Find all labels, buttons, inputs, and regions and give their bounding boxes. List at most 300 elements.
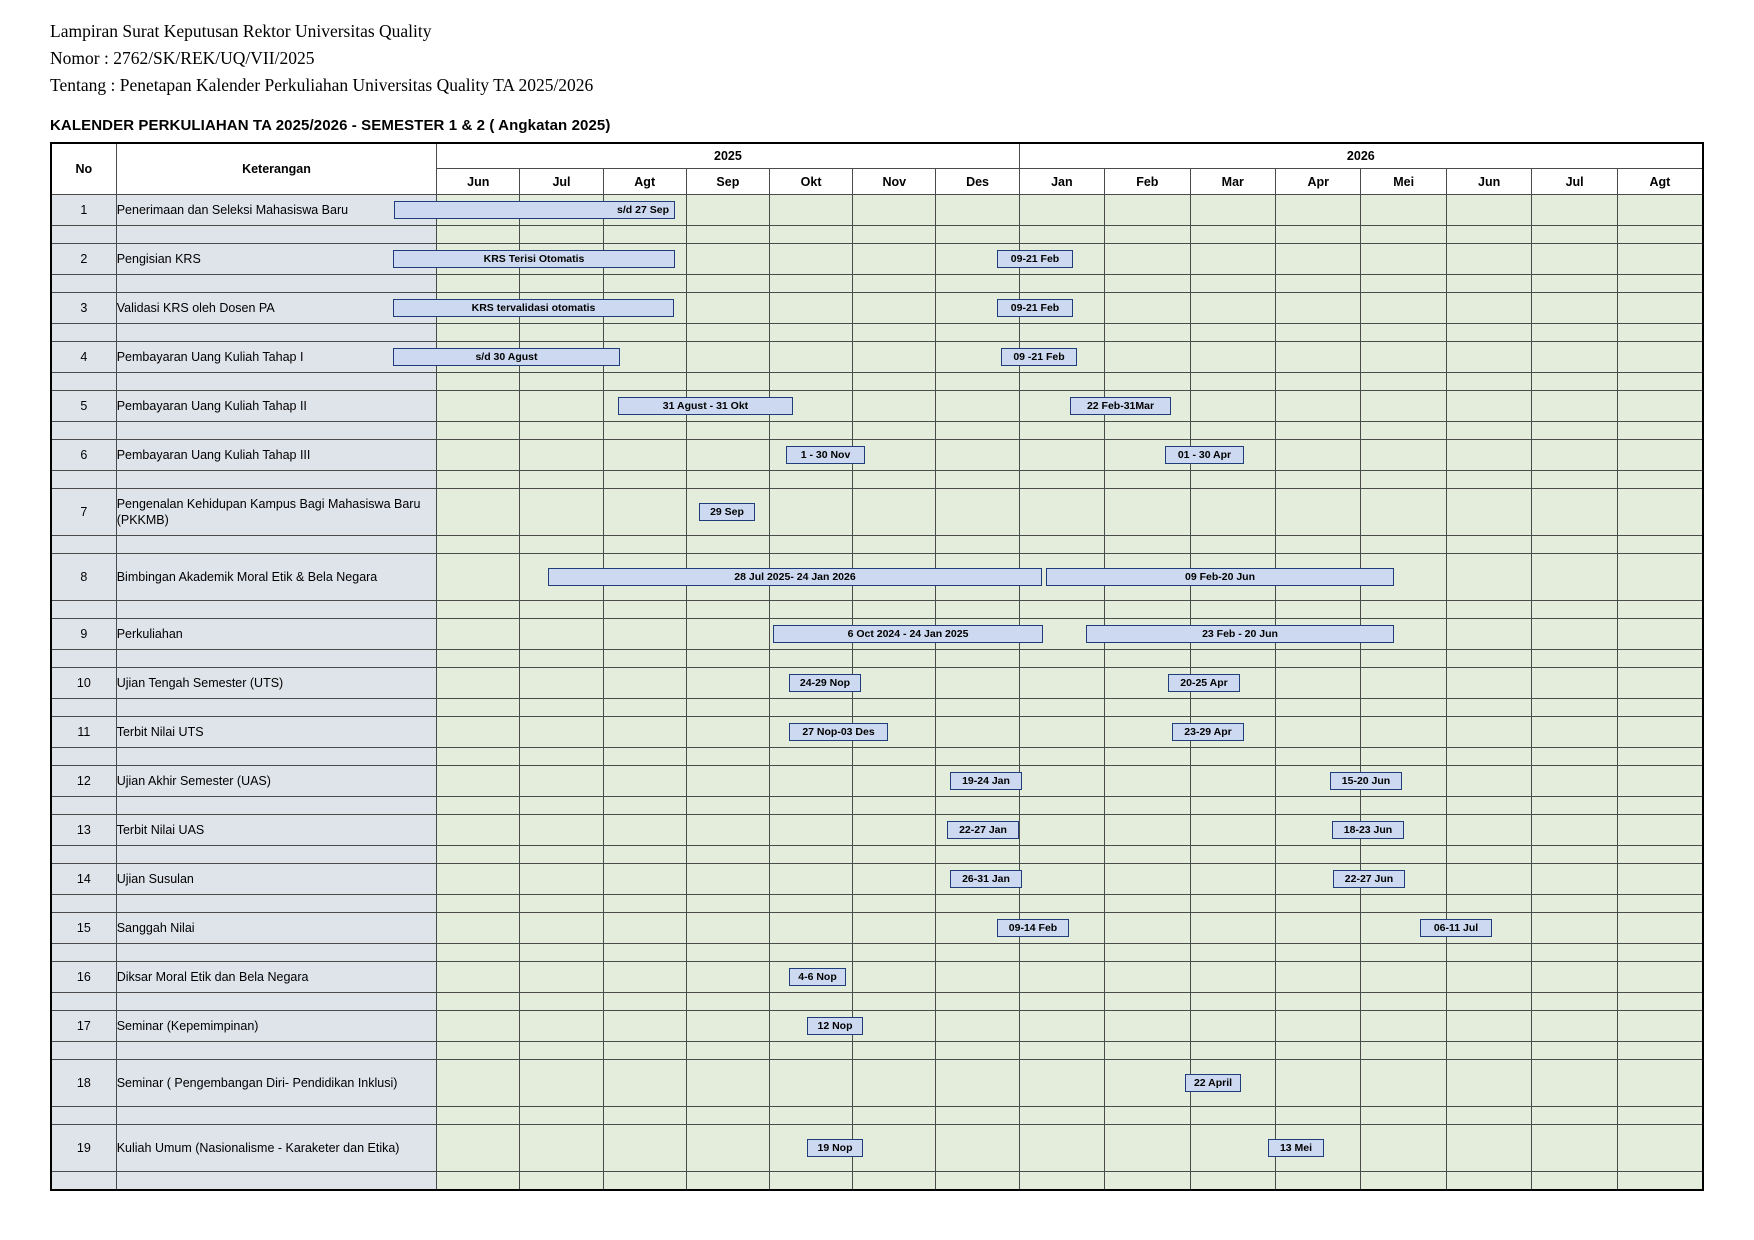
month-cell[interactable]	[1361, 293, 1446, 324]
schedule-bar[interactable]: 23-29 Apr	[1172, 723, 1244, 741]
month-cell[interactable]	[686, 1125, 769, 1172]
month-cell[interactable]	[1617, 1011, 1703, 1042]
schedule-bar[interactable]: KRS Terisi Otomatis	[393, 250, 675, 268]
month-cell[interactable]	[1532, 391, 1617, 422]
month-cell[interactable]	[1446, 342, 1531, 373]
month-cell[interactable]	[936, 489, 1019, 536]
schedule-bar[interactable]: 09-14 Feb	[997, 919, 1069, 937]
schedule-bar[interactable]: KRS tervalidasi otomatis	[393, 299, 674, 317]
month-cell[interactable]	[936, 668, 1019, 699]
month-cell[interactable]	[853, 489, 936, 536]
month-cell[interactable]	[770, 864, 853, 895]
schedule-bar[interactable]: s/d 27 Sep	[394, 201, 675, 219]
month-cell[interactable]	[1190, 815, 1275, 846]
month-cell[interactable]	[1617, 391, 1703, 422]
month-cell[interactable]	[437, 1060, 520, 1107]
spacer-cell	[1276, 699, 1361, 717]
month-cell[interactable]	[853, 195, 936, 226]
month-cell[interactable]	[686, 815, 769, 846]
month-cell[interactable]	[1617, 293, 1703, 324]
spacer-cell	[1276, 846, 1361, 864]
month-cell[interactable]	[437, 440, 520, 471]
spacer-cell	[1019, 1107, 1104, 1125]
month-cell[interactable]	[1190, 1125, 1275, 1172]
letterhead	[50, 18, 1704, 99]
month-cell[interactable]	[853, 293, 936, 324]
month-cell[interactable]	[1361, 717, 1446, 748]
month-cell[interactable]	[1361, 1011, 1446, 1042]
schedule-bar[interactable]: 18-23 Jun	[1332, 821, 1404, 839]
spacer-cell	[1276, 601, 1361, 619]
month-cell[interactable]	[1361, 342, 1446, 373]
month-cell[interactable]	[520, 668, 603, 699]
spacer-cell	[853, 601, 936, 619]
month-cell[interactable]	[936, 1125, 1019, 1172]
month-cell[interactable]	[1532, 244, 1617, 275]
month-cell[interactable]	[1190, 962, 1275, 993]
month-cell[interactable]	[1105, 766, 1190, 797]
month-cell[interactable]	[603, 864, 686, 895]
month-cell[interactable]	[1190, 913, 1275, 944]
month-cell[interactable]	[1105, 1011, 1190, 1042]
month-cell[interactable]	[1532, 668, 1617, 699]
month-cell[interactable]	[1019, 864, 1104, 895]
month-cell[interactable]	[1532, 815, 1617, 846]
row-description: Pembayaran Uang Kuliah Tahap II	[116, 391, 436, 422]
month-cell[interactable]	[1532, 864, 1617, 895]
schedule-bar[interactable]: 09 Feb-20 Jun	[1046, 568, 1394, 586]
month-cell[interactable]	[1446, 619, 1531, 650]
month-cell[interactable]	[1276, 342, 1361, 373]
month-cell[interactable]	[770, 1060, 853, 1107]
month-cell[interactable]	[686, 619, 769, 650]
month-cell[interactable]	[1105, 489, 1190, 536]
month-cell[interactable]	[1276, 668, 1361, 699]
month-cell[interactable]	[1446, 440, 1531, 471]
month-cell[interactable]	[1105, 244, 1190, 275]
month-cell[interactable]	[853, 864, 936, 895]
month-cell[interactable]	[853, 1125, 936, 1172]
schedule-bar[interactable]: 13 Mei	[1268, 1139, 1324, 1157]
month-cell[interactable]	[853, 668, 936, 699]
month-cell[interactable]	[853, 766, 936, 797]
month-cell[interactable]	[520, 962, 603, 993]
schedule-bar[interactable]: 01 - 30 Apr	[1165, 446, 1244, 464]
month-cell[interactable]	[853, 244, 936, 275]
month-cell[interactable]	[1617, 440, 1703, 471]
month-cell[interactable]	[437, 815, 520, 846]
spacer-cell	[1019, 1042, 1104, 1060]
month-cell[interactable]	[853, 1060, 936, 1107]
month-cell[interactable]	[853, 391, 936, 422]
month-cell[interactable]	[437, 554, 520, 601]
month-cell[interactable]	[686, 668, 769, 699]
month-cell[interactable]	[770, 489, 853, 536]
month-cell[interactable]	[603, 717, 686, 748]
spacer-cell	[1019, 895, 1104, 913]
table-row[interactable]	[51, 1011, 1703, 1042]
month-cell[interactable]	[603, 489, 686, 536]
month-cell[interactable]	[686, 1060, 769, 1107]
row-spacer	[51, 536, 1703, 554]
month-cell[interactable]	[1617, 619, 1703, 650]
schedule-bar[interactable]: 19-24 Jan	[950, 772, 1022, 790]
month-cell[interactable]	[1617, 342, 1703, 373]
month-cell[interactable]	[686, 913, 769, 944]
month-cell[interactable]	[1617, 815, 1703, 846]
month-cell[interactable]	[1276, 440, 1361, 471]
spacer-cell	[936, 275, 1019, 293]
month-cell[interactable]	[936, 195, 1019, 226]
spacer-cell	[116, 699, 436, 717]
month-cell[interactable]	[936, 962, 1019, 993]
month-cell[interactable]	[1617, 195, 1703, 226]
spacer-cell	[686, 601, 769, 619]
month-cell[interactable]	[686, 766, 769, 797]
month-cell[interactable]	[1532, 489, 1617, 536]
month-cell[interactable]	[603, 1060, 686, 1107]
month-cell[interactable]	[520, 1011, 603, 1042]
table-row[interactable]	[51, 244, 1703, 275]
month-cell[interactable]	[1532, 1011, 1617, 1042]
schedule-bar[interactable]: 19 Nop	[807, 1139, 863, 1157]
schedule-bar[interactable]: 24-29 Nop	[789, 674, 861, 692]
spacer-cell	[770, 275, 853, 293]
month-cell[interactable]	[520, 489, 603, 536]
month-cell[interactable]	[1105, 293, 1190, 324]
schedule-bar[interactable]: 22-27 Jun	[1333, 870, 1405, 888]
month-cell[interactable]	[1617, 766, 1703, 797]
month-cell[interactable]	[686, 293, 769, 324]
spacer-cell	[603, 846, 686, 864]
month-cell[interactable]	[437, 913, 520, 944]
spacer-cell	[1190, 373, 1275, 391]
month-cell[interactable]	[1446, 554, 1531, 601]
month-cell[interactable]	[1190, 293, 1275, 324]
month-cell[interactable]	[1361, 195, 1446, 226]
month-cell[interactable]	[1276, 717, 1361, 748]
month-cell[interactable]	[853, 342, 936, 373]
month-cell[interactable]	[1276, 962, 1361, 993]
spacer-cell	[603, 1107, 686, 1125]
month-cell[interactable]	[1105, 962, 1190, 993]
month-cell[interactable]	[1190, 391, 1275, 422]
month-cell[interactable]	[1617, 717, 1703, 748]
month-cell[interactable]	[1446, 1125, 1531, 1172]
month-cell[interactable]	[936, 717, 1019, 748]
month-cell[interactable]	[1532, 195, 1617, 226]
month-cell[interactable]	[1019, 489, 1104, 536]
month-cell[interactable]	[1190, 195, 1275, 226]
month-cell[interactable]	[770, 342, 853, 373]
month-cell[interactable]	[520, 815, 603, 846]
month-cell[interactable]	[853, 1011, 936, 1042]
month-cell[interactable]	[1276, 913, 1361, 944]
month-cell[interactable]	[1532, 440, 1617, 471]
month-cell[interactable]	[1019, 668, 1104, 699]
table-row[interactable]	[51, 668, 1703, 699]
month-cell[interactable]	[686, 342, 769, 373]
month-cell[interactable]	[1532, 554, 1617, 601]
schedule-bar[interactable]: 28 Jul 2025- 24 Jan 2026	[548, 568, 1042, 586]
month-cell[interactable]	[1446, 489, 1531, 536]
month-cell[interactable]	[1190, 342, 1275, 373]
month-cell[interactable]	[1361, 391, 1446, 422]
month-cell[interactable]	[1361, 962, 1446, 993]
month-cell[interactable]	[437, 864, 520, 895]
month-cell[interactable]	[1361, 489, 1446, 536]
month-cell[interactable]	[1446, 815, 1531, 846]
table-row[interactable]	[51, 293, 1703, 324]
table-row[interactable]	[51, 962, 1703, 993]
month-cell[interactable]	[1532, 1125, 1617, 1172]
month-cell[interactable]	[603, 962, 686, 993]
spacer-cell	[437, 422, 520, 440]
month-cell[interactable]	[437, 668, 520, 699]
spacer-cell	[686, 944, 769, 962]
month-cell[interactable]	[437, 962, 520, 993]
month-cell[interactable]	[1105, 195, 1190, 226]
month-cell[interactable]	[603, 766, 686, 797]
month-cell[interactable]	[1532, 766, 1617, 797]
month-cell[interactable]	[770, 244, 853, 275]
month-cell[interactable]	[1105, 1125, 1190, 1172]
month-cell[interactable]	[686, 717, 769, 748]
table-row[interactable]	[51, 489, 1703, 536]
table-row[interactable]	[51, 815, 1703, 846]
month-cell[interactable]	[1446, 766, 1531, 797]
month-cell[interactable]	[1617, 913, 1703, 944]
month-cell[interactable]	[1532, 619, 1617, 650]
month-cell[interactable]	[603, 1011, 686, 1042]
month-cell[interactable]	[1190, 1011, 1275, 1042]
month-cell[interactable]	[1446, 962, 1531, 993]
month-cell[interactable]	[520, 766, 603, 797]
month-cell[interactable]	[1019, 815, 1104, 846]
month-cell[interactable]	[1361, 668, 1446, 699]
month-cell[interactable]	[1105, 1060, 1190, 1107]
month-cell[interactable]	[1019, 766, 1104, 797]
month-cell[interactable]	[603, 913, 686, 944]
month-cell[interactable]	[1446, 293, 1531, 324]
table-row[interactable]	[51, 195, 1703, 226]
spacer-cell	[1617, 650, 1703, 668]
month-cell[interactable]	[603, 668, 686, 699]
spacer-cell	[437, 1107, 520, 1125]
schedule-bar[interactable]: 26-31 Jan	[950, 870, 1022, 888]
row-description: Pengenalan Kehidupan Kampus Bagi Mahasiswa Baru (PKKMB)	[116, 489, 436, 536]
month-cell[interactable]	[520, 717, 603, 748]
month-cell[interactable]	[603, 440, 686, 471]
table-row[interactable]	[51, 1060, 1703, 1107]
spacer-cell	[770, 895, 853, 913]
month-cell[interactable]	[770, 913, 853, 944]
schedule-bar[interactable]: s/d 30 Agust	[393, 348, 620, 366]
month-cell[interactable]	[1446, 864, 1531, 895]
month-cell[interactable]	[1276, 293, 1361, 324]
month-cell[interactable]	[936, 391, 1019, 422]
schedule-bar[interactable]: 06-11 Jul	[1420, 919, 1492, 937]
month-cell[interactable]	[936, 440, 1019, 471]
month-cell[interactable]	[1019, 195, 1104, 226]
schedule-bar[interactable]: 27 Nop-03 Des	[789, 723, 888, 741]
month-cell[interactable]	[1617, 864, 1703, 895]
month-cell[interactable]	[520, 1125, 603, 1172]
month-cell[interactable]	[1019, 440, 1104, 471]
month-cell[interactable]	[686, 1011, 769, 1042]
month-cell[interactable]	[1446, 1060, 1531, 1107]
schedule-bar[interactable]: 12 Nop	[807, 1017, 863, 1035]
schedule-bar[interactable]: 6 Oct 2024 - 24 Jan 2025	[773, 625, 1043, 643]
month-cell[interactable]	[1361, 1125, 1446, 1172]
month-cell[interactable]	[1190, 766, 1275, 797]
spacer-cell	[603, 226, 686, 244]
row-number: 18	[51, 1060, 116, 1107]
month-cell[interactable]	[1532, 1060, 1617, 1107]
month-cell[interactable]	[686, 195, 769, 226]
month-cell[interactable]	[437, 766, 520, 797]
month-cell[interactable]	[1105, 342, 1190, 373]
month-cell[interactable]	[1617, 554, 1703, 601]
month-cell[interactable]	[1617, 244, 1703, 275]
month-cell[interactable]	[1019, 1060, 1104, 1107]
month-cell[interactable]	[770, 293, 853, 324]
month-cell[interactable]	[1446, 717, 1531, 748]
month-cell[interactable]	[1105, 864, 1190, 895]
table-row[interactable]	[51, 391, 1703, 422]
month-cell[interactable]	[437, 1125, 520, 1172]
spacer-cell	[437, 650, 520, 668]
month-cell[interactable]	[686, 440, 769, 471]
month-cell[interactable]	[1276, 1060, 1361, 1107]
month-cell[interactable]	[1446, 668, 1531, 699]
month-cell[interactable]	[1019, 1125, 1104, 1172]
table-row[interactable]	[51, 864, 1703, 895]
month-cell[interactable]	[1532, 913, 1617, 944]
month-cell[interactable]	[1361, 440, 1446, 471]
spacer-cell	[1105, 846, 1190, 864]
month-cell[interactable]	[853, 440, 936, 471]
month-cell[interactable]	[1532, 717, 1617, 748]
month-cell[interactable]	[1105, 815, 1190, 846]
month-cell[interactable]	[686, 864, 769, 895]
month-cell[interactable]	[1617, 668, 1703, 699]
month-cell[interactable]	[1446, 195, 1531, 226]
schedule-bar[interactable]: 31 Agust - 31 Okt	[618, 397, 793, 415]
month-cell[interactable]	[1361, 244, 1446, 275]
month-cell[interactable]	[1276, 195, 1361, 226]
month-cell[interactable]	[686, 244, 769, 275]
month-cell[interactable]	[437, 1011, 520, 1042]
month-cell[interactable]	[520, 440, 603, 471]
schedule-bar[interactable]: 29 Sep	[699, 503, 755, 521]
spacer-cell	[1190, 1107, 1275, 1125]
month-cell[interactable]	[936, 1011, 1019, 1042]
spacer-cell	[936, 601, 1019, 619]
schedule-bar[interactable]: 22 Feb-31Mar	[1070, 397, 1171, 415]
month-cell[interactable]	[1532, 962, 1617, 993]
month-cell[interactable]	[1190, 489, 1275, 536]
month-cell[interactable]	[437, 619, 520, 650]
spacer-cell	[686, 373, 769, 391]
table-row[interactable]	[51, 342, 1703, 373]
schedule-bar[interactable]: 09-21 Feb	[997, 250, 1073, 268]
month-cell[interactable]	[1276, 489, 1361, 536]
month-cell[interactable]	[770, 195, 853, 226]
month-cell[interactable]	[1617, 1125, 1703, 1172]
month-cell[interactable]	[1276, 244, 1361, 275]
month-cell[interactable]	[603, 1125, 686, 1172]
spacer-cell	[1532, 275, 1617, 293]
schedule-bar[interactable]: 09-21 Feb	[997, 299, 1073, 317]
month-cell[interactable]	[520, 864, 603, 895]
schedule-bar[interactable]: 22 April	[1185, 1074, 1241, 1092]
month-cell[interactable]	[603, 619, 686, 650]
spacer-cell	[1190, 895, 1275, 913]
month-cell[interactable]	[1446, 1011, 1531, 1042]
table-row[interactable]	[51, 1125, 1703, 1172]
table-row[interactable]	[51, 440, 1703, 471]
month-cell[interactable]	[936, 1060, 1019, 1107]
schedule-bar[interactable]: 1 - 30 Nov	[786, 446, 865, 464]
month-cell[interactable]	[437, 717, 520, 748]
month-cell[interactable]	[1019, 1011, 1104, 1042]
month-cell[interactable]	[1019, 717, 1104, 748]
month-cell[interactable]	[1019, 962, 1104, 993]
month-cell[interactable]	[1190, 864, 1275, 895]
month-cell[interactable]	[437, 391, 520, 422]
schedule-bar[interactable]: 4-6 Nop	[789, 968, 846, 986]
table-row[interactable]	[51, 766, 1703, 797]
month-cell[interactable]	[1276, 1011, 1361, 1042]
month-cell[interactable]	[1446, 391, 1531, 422]
schedule-bar[interactable]: 20-25 Apr	[1168, 674, 1240, 692]
month-cell[interactable]	[770, 815, 853, 846]
month-cell[interactable]	[1532, 342, 1617, 373]
month-cell[interactable]	[1361, 1060, 1446, 1107]
month-cell[interactable]	[1617, 489, 1703, 536]
schedule-bar[interactable]: 15-20 Jun	[1330, 772, 1402, 790]
month-cell[interactable]	[520, 619, 603, 650]
spacer-cell	[1276, 748, 1361, 766]
month-cell[interactable]	[520, 1060, 603, 1107]
month-cell[interactable]	[1105, 913, 1190, 944]
month-cell[interactable]	[1190, 244, 1275, 275]
month-cell[interactable]	[603, 815, 686, 846]
month-cell[interactable]	[770, 766, 853, 797]
month-cell[interactable]	[1276, 391, 1361, 422]
spacer-cell	[51, 1107, 116, 1125]
month-cell[interactable]	[1617, 962, 1703, 993]
month-cell[interactable]	[1617, 1060, 1703, 1107]
month-cell[interactable]	[853, 815, 936, 846]
schedule-bar[interactable]: 09 -21 Feb	[1001, 348, 1077, 366]
month-cell[interactable]	[1532, 293, 1617, 324]
schedule-bar[interactable]: 22-27 Jan	[947, 821, 1019, 839]
spacer-cell	[770, 1172, 853, 1191]
month-cell[interactable]	[853, 913, 936, 944]
month-cell[interactable]	[520, 391, 603, 422]
spacer-cell	[1190, 993, 1275, 1011]
month-cell[interactable]	[520, 913, 603, 944]
spacer-cell	[1617, 536, 1703, 554]
schedule-bar[interactable]: 23 Feb - 20 Jun	[1086, 625, 1394, 643]
month-cell[interactable]	[686, 962, 769, 993]
month-cell[interactable]	[437, 489, 520, 536]
month-cell[interactable]	[1446, 244, 1531, 275]
month-cell[interactable]	[853, 962, 936, 993]
spacer-cell	[437, 993, 520, 1011]
